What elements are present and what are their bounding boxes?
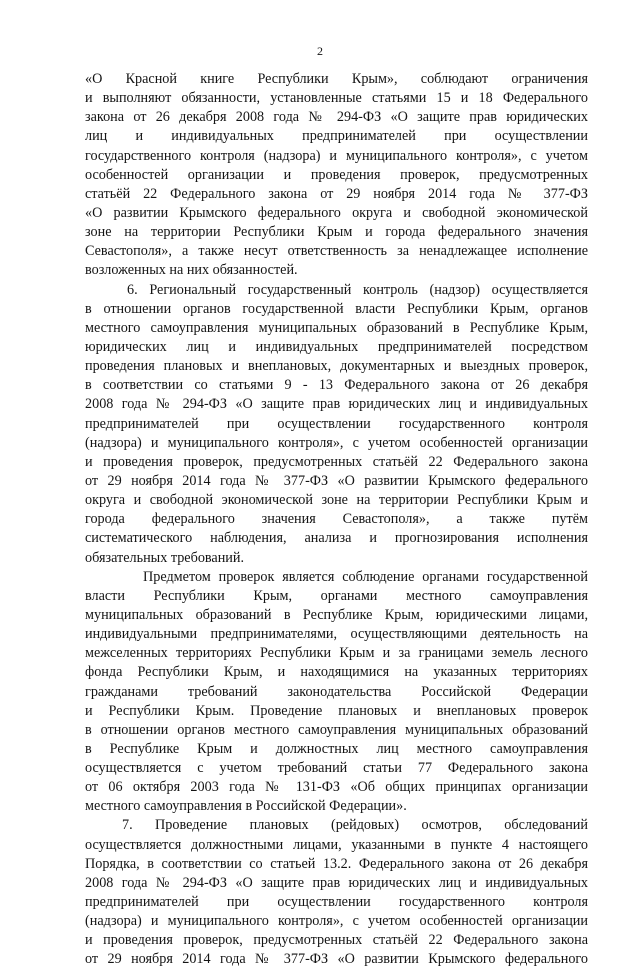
text-line: зоне на территории Республики Крым и города федерального значения	[85, 224, 588, 241]
text-line: гражданами требований законодательства Российской Федерации	[85, 683, 588, 700]
text-line: в соответствии со статьями 9 - 13 Федерального закона от 26 декабря	[85, 377, 588, 394]
text-line: местного самоуправления муниципальных образований в Республике Крым,	[85, 319, 588, 336]
text-line: особенностей организации и проведения проверок, предусмотренных	[85, 166, 588, 183]
text-line: Порядка, в соответствии со статьей 13.2. Федерального закона от 26 декабря	[85, 855, 588, 872]
text-line: фонда Республики Крым, и находящимися на указанных территориях	[85, 664, 588, 681]
text-line: возложенных на них обязанностей.	[85, 262, 298, 279]
text-line: обязательных требований.	[85, 549, 245, 566]
text-line: Севастополя», а также несут ответственность за ненадлежащее исполнение	[85, 243, 588, 260]
text-line: государственного контроля (надзора) и муниципального контроля», с учетом	[85, 147, 588, 164]
text-line: индивидуальными предпринимателями, осуществляющими деятельность на	[85, 626, 588, 643]
text-line: власти Республики Крым, органами местного самоуправления	[85, 587, 588, 604]
paragraph-subject-start: Предметом проверок является соблюдение органами государственной	[143, 568, 588, 585]
text-line: осуществляется должностными лицами, указанными в пункте 4 настоящего	[85, 836, 588, 853]
text-line: и проведения проверок, предусмотренных статьёй 22 Федерального закона	[85, 453, 588, 470]
text-line: и Республики Крым. Проведение плановых и внеплановых проверок	[85, 702, 588, 719]
text-line: в Республике Крым и должностных лиц местного самоуправления	[85, 740, 588, 757]
text-line: местного самоуправления в Российской Федерации».	[85, 798, 407, 815]
text-line: лиц и индивидуальных предпринимателей при осуществлении	[85, 128, 588, 145]
text-line: межселенных территориях Республики Крым и за границами земель лесного	[85, 645, 588, 662]
text-line: «О развитии Крымского федерального округа и свободной экономической	[85, 204, 588, 221]
text-line: муниципальных образований в Республике Крым, юридическими лицами,	[85, 606, 588, 623]
text-line: от 29 ноября 2014 года № 377-ФЗ «О развитии Крымского федерального	[85, 951, 588, 968]
text-line: города федерального значения Севастополя», а также путём	[85, 511, 588, 528]
text-line: (надзора) и муниципального контроля», с учетом особенностей организации	[85, 434, 588, 451]
text-line: осуществляется с учетом требований статьи 77 Федерального закона	[85, 760, 588, 777]
text-line: систематического наблюдения, анализа и прогнозирования исполнения	[85, 530, 588, 547]
text-line: округа и свободной экономической зоне на территории Республики Крым и	[85, 492, 588, 509]
page-number: 2	[317, 44, 323, 58]
text-line: и выполняют обязанности, установленные статьями 15 и 18 Федерального	[85, 90, 588, 107]
paragraph-6-start: 6. Региональный государственный контроль (надзор) осуществляется	[127, 281, 588, 298]
text-line: от 06 октября 2003 года № 131-ФЗ «Об общих принципах организации	[85, 779, 588, 796]
paragraph-7-start: 7. Проведение плановых (рейдовых) осмотров, обследований	[122, 817, 588, 834]
text-line: предпринимателей при осуществлении государственного контроля	[85, 415, 588, 432]
text-line: в отношении органов местного самоуправления муниципальных образований	[85, 721, 588, 738]
text-line: от 29 ноября 2014 года № 377-ФЗ «О развитии Крымского федерального	[85, 472, 588, 489]
text-line: юридических лиц и индивидуальных предпринимателей посредством	[85, 338, 588, 355]
text-line: (надзора) и муниципального контроля», с учетом особенностей организации	[85, 913, 588, 930]
text-line: предпринимателей при осуществлении государственного контроля	[85, 894, 588, 911]
text-line: 2008 года № 294-ФЗ «О защите прав юридических лиц и индивидуальных	[85, 396, 588, 413]
text-line: «О Красной книге Республики Крым», соблюдают ограничения	[85, 71, 588, 87]
text-line: в отношении органов государственной власти Республики Крым, органов	[85, 300, 588, 317]
text-line: и проведения проверок, предусмотренных статьёй 22 Федерального закона	[85, 932, 588, 949]
text-line: 2008 года № 294-ФЗ «О защите прав юридических лиц и индивидуальных	[85, 874, 588, 891]
text-line: статьёй 22 Федерального закона от 29 ноября 2014 года № 377-ФЗ	[85, 185, 588, 202]
text-line: закона от 26 декабря 2008 года № 294-ФЗ «О защите прав юридических	[85, 109, 588, 126]
text-line: проведения плановых и внеплановых, документарных и выездных проверок,	[85, 358, 588, 375]
body-text	[85, 70, 588, 970]
